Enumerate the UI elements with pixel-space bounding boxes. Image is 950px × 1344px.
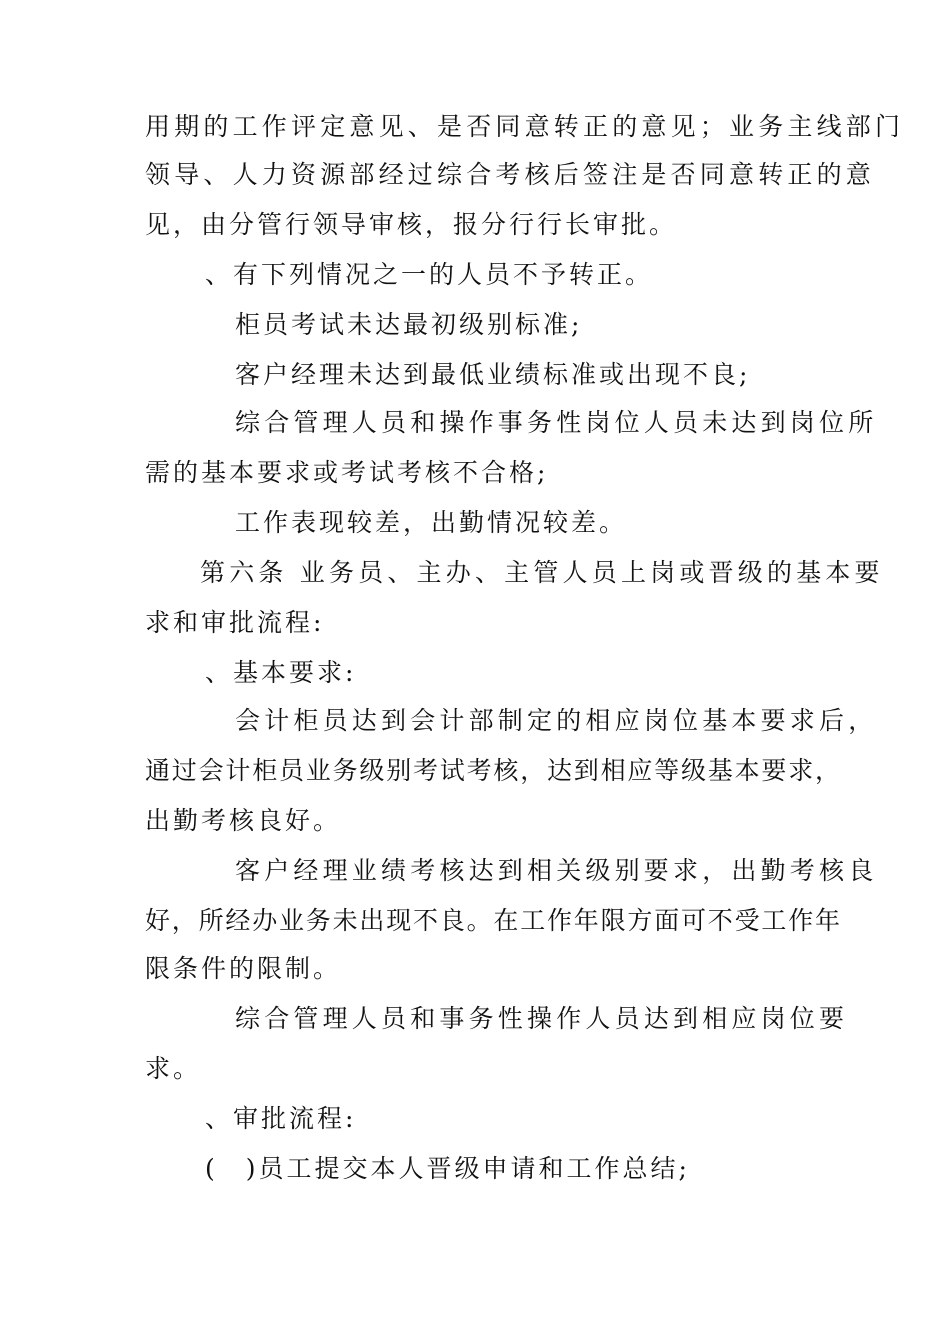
paragraph-line: 柜员考试未达最初级别标准; (235, 310, 583, 339)
paragraph-line: 综合管理人员和操作事务性岗位人员未达到岗位所 (235, 408, 878, 437)
paragraph-line: 综合管理人员和事务性操作人员达到相应岗位要 (235, 1004, 849, 1033)
paragraph-line: 工作表现较差，出勤情况较差。 (235, 508, 628, 537)
paragraph-line: 领导、人力资源部经过综合考核后签注是否同意转正的意 (145, 160, 876, 189)
paragraph-line: 用期的工作评定意见、是否同意转正的意见；业务主线部门 (145, 112, 905, 141)
paragraph-line: 见，由分管行领导审核，报分行行长审批。 (145, 210, 678, 239)
paragraph-line: 客户经理未达到最低业绩标准或出现不良; (235, 360, 751, 389)
paragraph-line: 求。 (145, 1054, 202, 1083)
paragraph-line: 好，所经办业务未出现不良。在工作年限方面可不受工作年 (145, 906, 842, 935)
paragraph-line: 出勤考核良好。 (145, 806, 342, 835)
paragraph-line: 、审批流程: (205, 1104, 357, 1133)
paragraph-line: 通过会计柜员业务级别考试考核，达到相应等级基本要求， (145, 756, 842, 785)
paragraph-line: ( )员工提交本人晋级申请和工作总结; (205, 1154, 690, 1183)
paragraph-line: 限条件的限制。 (145, 954, 342, 983)
paragraph-line: 、基本要求: (205, 658, 357, 687)
paragraph-line: 需的基本要求或考试考核不合格; (145, 458, 549, 487)
paragraph-line: 客户经理业绩考核达到相关级别要求，出勤考核良 (235, 856, 878, 885)
paragraph-line: 会计柜员达到会计部制定的相应岗位基本要求后， (235, 706, 878, 735)
paragraph-line: 、有下列情况之一的人员不予转正。 (205, 260, 654, 289)
paragraph-line: 求和审批流程: (145, 608, 325, 637)
section-heading: 第六条 业务员、主办、主管人员上岗或晋级的基本要 (200, 558, 884, 587)
